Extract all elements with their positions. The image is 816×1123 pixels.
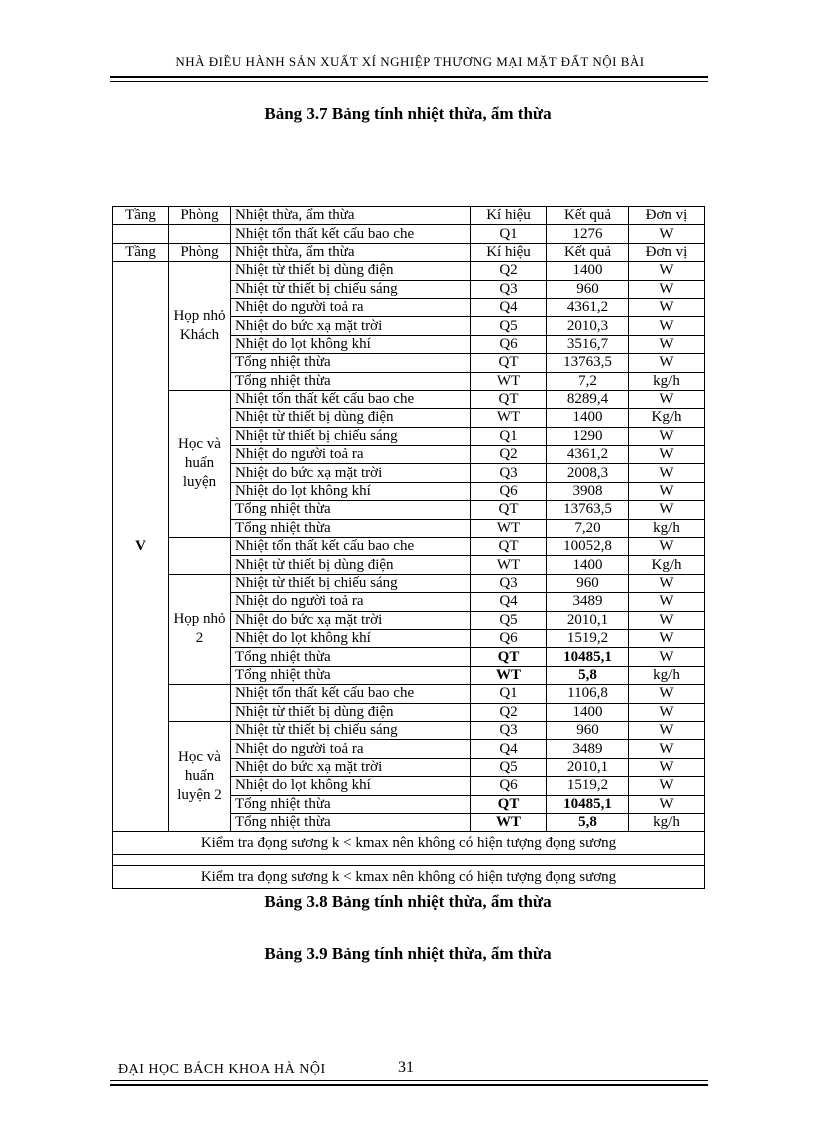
- empty-cell: [169, 225, 231, 243]
- footer-rule: [110, 1080, 708, 1081]
- row-result: 4361,2: [547, 298, 629, 316]
- row-result: 1276: [547, 225, 629, 243]
- row-unit: W: [629, 685, 705, 703]
- row-item: Tổng nhiệt thừa: [231, 501, 471, 519]
- row-symbol: WT: [471, 519, 547, 537]
- row-unit: W: [629, 464, 705, 482]
- table-row: [113, 262, 705, 280]
- table-header-row: [113, 207, 705, 225]
- header-item: Nhiệt thừa, ẩm thừa: [231, 243, 471, 261]
- row-symbol: Q3: [471, 464, 547, 482]
- row-item: Nhiệt tổn thất kết cấu bao che: [231, 538, 471, 556]
- row-symbol: Q3: [471, 574, 547, 592]
- header-symbol: Kí hiệu: [471, 243, 547, 261]
- row-result: 1519,2: [547, 777, 629, 795]
- row-result: 13763,5: [547, 354, 629, 372]
- row-item: Nhiệt từ thiết bị dùng điện: [231, 409, 471, 427]
- row-unit: Kg/h: [629, 409, 705, 427]
- row-symbol: QT: [471, 648, 547, 666]
- row-unit: W: [629, 593, 705, 611]
- footer-rule-thick: [110, 1084, 708, 1086]
- row-unit: W: [629, 648, 705, 666]
- note-row: [113, 832, 705, 855]
- row-symbol: Q1: [471, 685, 547, 703]
- footer-university: ĐẠI HỌC BÁCH KHOA HÀ NỘI: [118, 1062, 326, 1077]
- condensation-note: Kiểm tra đọng sương k < kmax nên không có hiện tượng đọng sương: [113, 866, 705, 889]
- header-rule-thin: [110, 81, 708, 82]
- row-result: 2010,3: [547, 317, 629, 335]
- row-unit: W: [629, 225, 705, 243]
- row-result: 7,2: [547, 372, 629, 390]
- row-symbol: Q3: [471, 280, 547, 298]
- row-unit: W: [629, 298, 705, 316]
- row-unit: W: [629, 280, 705, 298]
- row-unit: W: [629, 482, 705, 500]
- header-result: Kết quả: [547, 243, 629, 261]
- row-result: 4361,2: [547, 446, 629, 464]
- row-symbol: QT: [471, 354, 547, 372]
- row-symbol: QT: [471, 795, 547, 813]
- row-result: 10485,1: [547, 795, 629, 813]
- row-item: Nhiệt từ thiết bị chiếu sáng: [231, 280, 471, 298]
- row-unit: W: [629, 629, 705, 647]
- row-item: Tổng nhiệt thừa: [231, 354, 471, 372]
- row-item: Nhiệt do người toả ra: [231, 446, 471, 464]
- row-item: Nhiệt do lọt không khí: [231, 335, 471, 353]
- row-item: Tổng nhiệt thừa: [231, 813, 471, 831]
- row-item: Nhiệt do bức xạ mặt trời: [231, 464, 471, 482]
- row-result: 7,20: [547, 519, 629, 537]
- row-result: 3489: [547, 593, 629, 611]
- running-header: NHÀ ĐIỀU HÀNH SẢN XUẤT XÍ NGHIỆP THƯƠNG MẠI MẶT ĐẤT NỘI BÀI: [175, 54, 645, 69]
- row-symbol: Q6: [471, 777, 547, 795]
- row-item: Tổng nhiệt thừa: [231, 372, 471, 390]
- row-item: Tổng nhiệt thừa: [231, 795, 471, 813]
- row-unit: W: [629, 390, 705, 408]
- row-unit: W: [629, 611, 705, 629]
- row-item: Nhiệt do người toả ra: [231, 740, 471, 758]
- row-symbol: QT: [471, 501, 547, 519]
- header-room: Phòng: [169, 207, 231, 225]
- row-result: 2010,1: [547, 611, 629, 629]
- row-symbol: Q5: [471, 758, 547, 776]
- row-unit: W: [629, 354, 705, 372]
- row-unit: W: [629, 446, 705, 464]
- room-cell: [169, 538, 231, 575]
- note-row: [113, 866, 705, 889]
- row-item: Nhiệt do người toả ra: [231, 593, 471, 611]
- room-cell: Học và huấn luyện 2: [169, 721, 231, 831]
- row-item: Nhiệt do bức xạ mặt trời: [231, 758, 471, 776]
- row-result: 10485,1: [547, 648, 629, 666]
- table-row: [113, 721, 705, 739]
- row-result: 1400: [547, 556, 629, 574]
- row-symbol: WT: [471, 409, 547, 427]
- row-item: Nhiệt do bức xạ mặt trời: [231, 317, 471, 335]
- row-result: 960: [547, 280, 629, 298]
- row-item: Nhiệt từ thiết bị chiếu sáng: [231, 574, 471, 592]
- header-room: Phòng: [169, 243, 231, 261]
- row-result: 1400: [547, 409, 629, 427]
- row-result: 2010,1: [547, 758, 629, 776]
- room-cell: Họp nhỏ Khách: [169, 262, 231, 391]
- row-result: 1519,2: [547, 629, 629, 647]
- row-result: 960: [547, 721, 629, 739]
- row-unit: W: [629, 777, 705, 795]
- row-result: 960: [547, 574, 629, 592]
- row-unit: W: [629, 317, 705, 335]
- header-rule: [110, 76, 708, 78]
- row-unit: W: [629, 538, 705, 556]
- table-row: [113, 225, 705, 243]
- row-result: 1290: [547, 427, 629, 445]
- row-unit: W: [629, 740, 705, 758]
- row-result: 3516,7: [547, 335, 629, 353]
- row-symbol: QT: [471, 390, 547, 408]
- row-symbol: WT: [471, 556, 547, 574]
- row-item: Nhiệt tổn thất kết cấu bao che: [231, 685, 471, 703]
- header-floor: Tầng: [113, 243, 169, 261]
- floor-cell: V: [113, 262, 169, 832]
- caption-table-3-7: Bảng 3.7 Bảng tính nhiệt thừa, ẩm thừa: [264, 104, 552, 123]
- empty-cell: [113, 855, 705, 866]
- table-row: [113, 538, 705, 556]
- row-item: Nhiệt từ thiết bị dùng điện: [231, 262, 471, 280]
- row-result: 1400: [547, 703, 629, 721]
- row-item: Nhiệt do lọt không khí: [231, 629, 471, 647]
- row-unit: kg/h: [629, 813, 705, 831]
- row-unit: kg/h: [629, 666, 705, 684]
- page-number: 31: [398, 1059, 414, 1076]
- row-symbol: Q2: [471, 446, 547, 464]
- row-unit: Kg/h: [629, 556, 705, 574]
- row-symbol: Q5: [471, 611, 547, 629]
- row-unit: W: [629, 335, 705, 353]
- row-symbol: Q4: [471, 298, 547, 316]
- header-result: Kết quả: [547, 207, 629, 225]
- header-unit: Đơn vị: [629, 207, 705, 225]
- row-unit: W: [629, 721, 705, 739]
- caption-table-3-9: Bảng 3.9 Bảng tính nhiệt thừa, ẩm thừa: [264, 944, 552, 963]
- row-symbol: Q1: [471, 225, 547, 243]
- row-symbol: Q6: [471, 335, 547, 353]
- row-symbol: Q2: [471, 262, 547, 280]
- row-result: 3908: [547, 482, 629, 500]
- header-unit: Đơn vị: [629, 243, 705, 261]
- row-item: Tổng nhiệt thừa: [231, 519, 471, 537]
- row-symbol: WT: [471, 666, 547, 684]
- row-item: Nhiệt do lọt không khí: [231, 482, 471, 500]
- row-item: Nhiệt tổn thất kết cấu bao che: [231, 390, 471, 408]
- header-item: Nhiệt thừa, ẩm thừa: [231, 207, 471, 225]
- empty-cell: [113, 225, 169, 243]
- room-cell: Học và huấn luyện: [169, 390, 231, 537]
- row-symbol: WT: [471, 813, 547, 831]
- header-symbol: Kí hiệu: [471, 207, 547, 225]
- row-unit: W: [629, 427, 705, 445]
- table-row: [113, 390, 705, 408]
- row-symbol: Q4: [471, 593, 547, 611]
- row-unit: W: [629, 262, 705, 280]
- row-unit: W: [629, 501, 705, 519]
- row-result: 8289,4: [547, 390, 629, 408]
- row-unit: kg/h: [629, 372, 705, 390]
- row-symbol: WT: [471, 372, 547, 390]
- heat-moisture-table: [112, 206, 705, 889]
- room-cell: [169, 685, 231, 722]
- row-symbol: QT: [471, 538, 547, 556]
- row-symbol: Q2: [471, 703, 547, 721]
- room-cell: Họp nhỏ 2: [169, 574, 231, 684]
- row-unit: W: [629, 758, 705, 776]
- row-result: 13763,5: [547, 501, 629, 519]
- row-symbol: Q4: [471, 740, 547, 758]
- row-result: 10052,8: [547, 538, 629, 556]
- row-result: 2008,3: [547, 464, 629, 482]
- spacer-row: [113, 855, 705, 866]
- row-item: Nhiệt từ thiết bị chiếu sáng: [231, 721, 471, 739]
- row-unit: W: [629, 574, 705, 592]
- row-symbol: Q6: [471, 482, 547, 500]
- row-item: Tổng nhiệt thừa: [231, 648, 471, 666]
- row-item: Nhiệt từ thiết bị chiếu sáng: [231, 427, 471, 445]
- table-header-row: [113, 243, 705, 261]
- row-item: Nhiệt tổn thất kết cấu bao che: [231, 225, 471, 243]
- row-symbol: Q6: [471, 629, 547, 647]
- row-item: Nhiệt do người toả ra: [231, 298, 471, 316]
- row-unit: W: [629, 703, 705, 721]
- header-floor: Tầng: [113, 207, 169, 225]
- caption-table-3-8: Bảng 3.8 Bảng tính nhiệt thừa, ẩm thừa: [264, 892, 552, 911]
- row-unit: kg/h: [629, 519, 705, 537]
- row-item: Nhiệt do lọt không khí: [231, 777, 471, 795]
- row-item: Nhiệt do bức xạ mặt trời: [231, 611, 471, 629]
- row-result: 3489: [547, 740, 629, 758]
- row-result: 5,8: [547, 813, 629, 831]
- row-result: 5,8: [547, 666, 629, 684]
- row-unit: W: [629, 795, 705, 813]
- row-symbol: Q1: [471, 427, 547, 445]
- table-row: [113, 574, 705, 592]
- row-item: Tổng nhiệt thừa: [231, 666, 471, 684]
- row-result: 1400: [547, 262, 629, 280]
- row-result: 1106,8: [547, 685, 629, 703]
- condensation-note: Kiểm tra đọng sương k < kmax nên không có hiện tượng đọng sương: [113, 832, 705, 855]
- row-item: Nhiệt từ thiết bị dùng điện: [231, 556, 471, 574]
- table-row: [113, 685, 705, 703]
- row-symbol: Q5: [471, 317, 547, 335]
- row-symbol: Q3: [471, 721, 547, 739]
- row-item: Nhiệt từ thiết bị dùng điện: [231, 703, 471, 721]
